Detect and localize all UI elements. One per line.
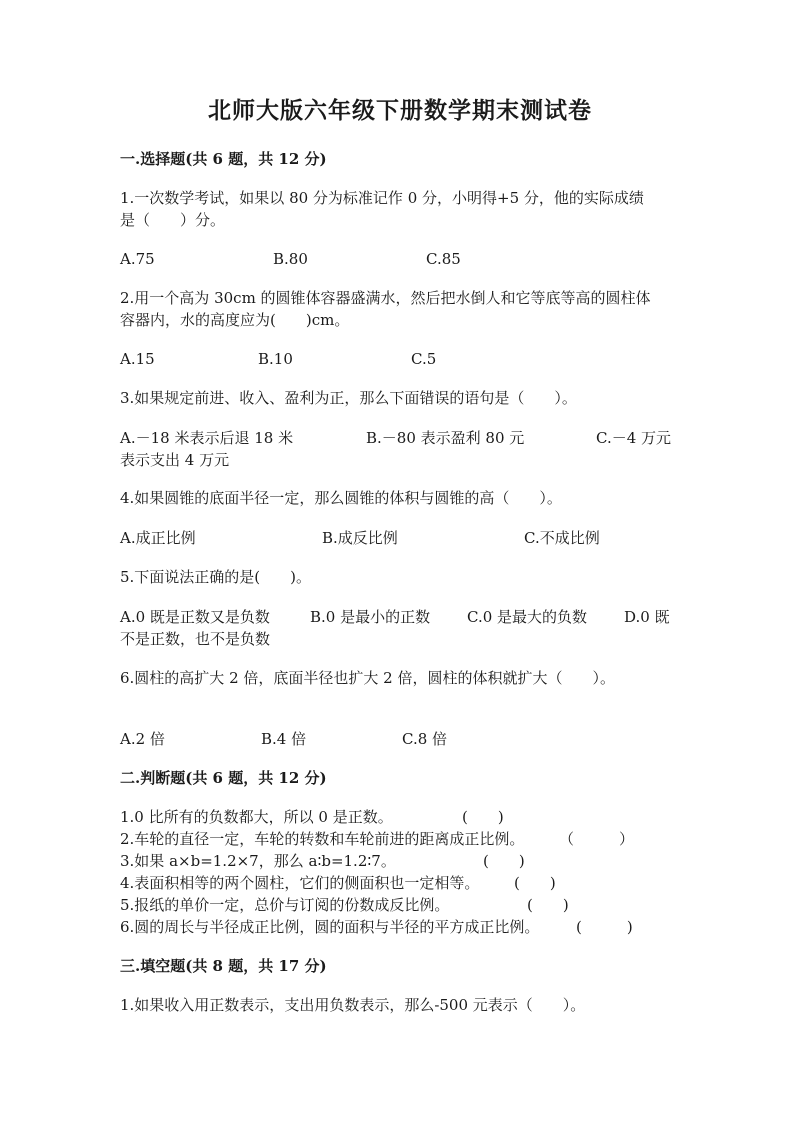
answer-blank[interactable]: ( ) xyxy=(462,808,504,826)
option-c: C.0 是最大的负数 xyxy=(467,608,588,626)
answer-blank[interactable]: （ ） xyxy=(559,830,635,848)
judgement-item-text: 5.报纸的单价一定，总价与订阅的份数成反比例。 xyxy=(120,896,450,914)
judgement-item-text: 4.表面积相等的两个圆柱，它们的侧面积也一定相等。 xyxy=(120,874,480,892)
question-line: 3.如果规定前进、收入、盈利为正，那么下面错误的语句是（ ）。 xyxy=(120,389,577,407)
option-b: B.80 xyxy=(273,250,308,268)
question-line: 4.如果圆锥的底面半径一定，那么圆锥的体积与圆锥的高（ ）。 xyxy=(120,489,562,507)
answer-blank[interactable]: ( ) xyxy=(483,852,525,870)
option-a: A.75 xyxy=(120,250,155,268)
option-a: A.0 既是正数又是负数 xyxy=(120,608,270,626)
question-line: 2.用一个高为 30cm 的圆锥体容器盛满水，然后把水倒人和它等底等高的圆柱体 xyxy=(120,289,651,307)
question-line: 5.下面说法正确的是( )。 xyxy=(120,568,312,586)
option-c: C.－4 万元 xyxy=(596,429,672,447)
option-b: B.10 xyxy=(258,350,293,368)
section-heading-choice: 一.选择题(共 6 题，共 12 分) xyxy=(120,150,327,168)
question-line: 容器内，水的高度应为( )cm。 xyxy=(120,311,350,329)
option-d: D.0 既 xyxy=(624,608,670,626)
option-continuation: 不是正数，也不是负数 xyxy=(120,630,271,648)
option-continuation: 表示支出 4 万元 xyxy=(120,451,230,469)
answer-blank[interactable]: ( ) xyxy=(576,918,633,936)
option-c: C.不成比例 xyxy=(524,529,600,547)
option-a: A.成正比例 xyxy=(120,529,196,547)
option-b: B.4 倍 xyxy=(261,730,307,748)
option-b: B.0 是最小的正数 xyxy=(310,608,431,626)
section-heading-judgement: 二.判断题(共 6 题，共 12 分) xyxy=(120,769,327,787)
option-b: B.成反比例 xyxy=(322,529,398,547)
judgement-item-text: 6.圆的周长与半径成正比例，圆的面积与半径的平方成正比例。 xyxy=(120,918,540,936)
option-a: A.2 倍 xyxy=(120,730,165,748)
judgement-item-text: 1.0 比所有的负数都大，所以 0 是正数。 xyxy=(120,808,393,826)
answer-blank[interactable]: ( ) xyxy=(527,896,569,914)
option-b: B.－80 表示盈利 80 元 xyxy=(366,429,525,447)
question-line: 6.圆柱的高扩大 2 倍，底面半径也扩大 2 倍，圆柱的体积就扩大（ ）。 xyxy=(120,669,615,687)
question-line: 1.如果收入用正数表示，支出用负数表示，那么-500 元表示（ ）。 xyxy=(120,996,586,1014)
question-line: 1.一次数学考试，如果以 80 分为标准记作 0 分，小明得+5 分，他的实际成绩 xyxy=(120,189,644,207)
option-c: C.5 xyxy=(411,350,437,368)
question-line: 是（ ）分。 xyxy=(120,211,226,229)
judgement-item-text: 2.车轮的直径一定，车轮的转数和车轮前进的距离成正比例。 xyxy=(120,830,525,848)
page-title: 北师大版六年级下册数学期末测试卷 xyxy=(208,97,592,124)
option-c: C.85 xyxy=(426,250,461,268)
section-heading-fill-blank: 三.填空题(共 8 题，共 17 分) xyxy=(120,957,327,975)
option-c: C.8 倍 xyxy=(402,730,448,748)
judgement-item-text: 3.如果 a×b=1.2×7，那么 a∶b=1.2∶7。 xyxy=(120,852,396,870)
option-a: A.15 xyxy=(120,350,155,368)
answer-blank[interactable]: ( ) xyxy=(514,874,556,892)
option-a: A.－18 米表示后退 18 米 xyxy=(120,429,294,447)
